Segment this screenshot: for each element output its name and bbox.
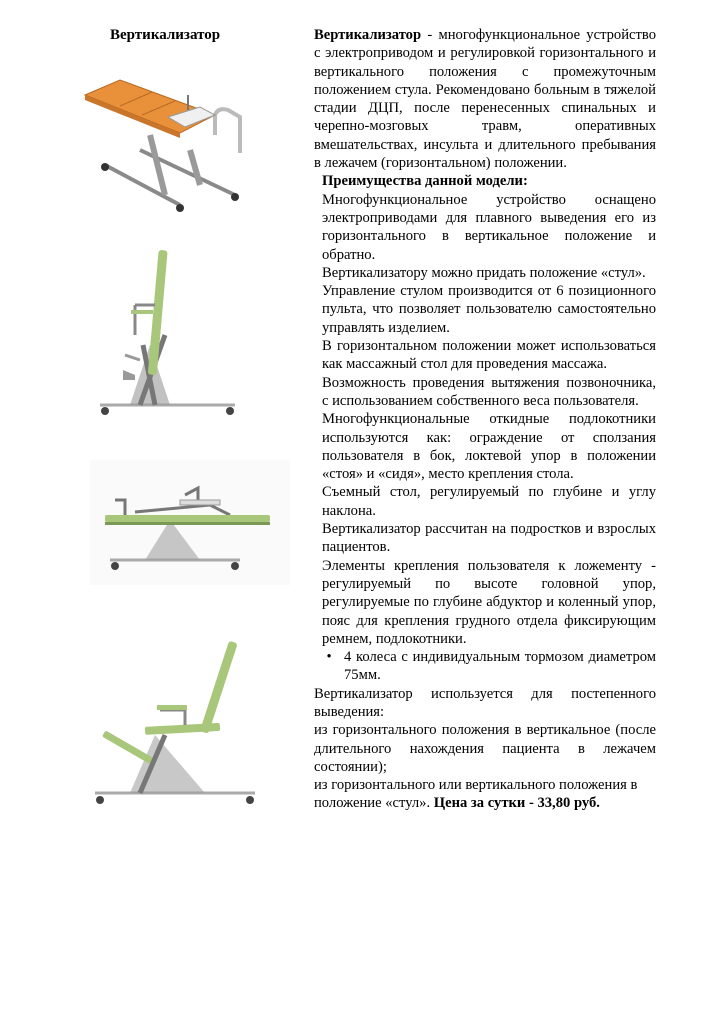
description-column [314, 26, 656, 813]
advantage-item: Съемный стол, регулируемый по глубине и углу наклона. [322, 484, 656, 519]
left-title: Вертикализатор [110, 27, 221, 43]
advantage-item: Управление стулом производится от 6 позиционного пульта, что позволяет пользователю самостоятельно управлять изделием. [322, 283, 656, 336]
advantage-item: Вертикализатор рассчитан на подростков и взрослых пациентов. [322, 521, 656, 556]
advantage-item: Элементы крепления пользователя к ложементу - регулируемый по высоте головной упор, регулируемые по глубине абдуктор и коленный упор, пояс для крепления грудного отдела фиксирующим ремнем, подлокотники. [322, 557, 656, 647]
advantage-item: Многофункциональные откидные подлокотники используются как: ограждение от сползания пользователя в бок, локтевой упор в положении «стоя» и «сидя», место крепления стола. [322, 411, 656, 483]
usage-item-1: из горизонтального положения в вертикальное (после длительного нахождения пациента в лежачем состоянии); [314, 722, 656, 775]
bullet-text: 4 колеса с индивидуальным тормозом диаметром 75мм. [344, 649, 656, 684]
advantage-item: В горизонтальном положении может использоваться как массажный стол для проведения массажа. [322, 338, 656, 373]
product-image-vertical-green [95, 235, 245, 420]
bullet-dot-icon: • [326, 649, 332, 666]
advantage-item: Вертикализатору можно придать положение «стул». [322, 264, 646, 281]
intro-term: Вертикализатор [314, 27, 422, 43]
intro-dash: - [427, 27, 433, 43]
intro-text: многофункциональное устройство с электроприводом и регулировкой горизонтального и вертикального положения с промежуточным положением стула. Рекомендовано больным в тяжелой стадии ДЦП, после перенесенных спинальных и черепно-мозговых травм, оперативных вмешательствах, инсульта и длительного пребывания в лежачем (горизонтальном) положении. [314, 27, 656, 172]
product-image-horizontal-green [90, 460, 290, 585]
usage-item-2-text: из горизонтального или вертикального положения в положение «стул». [314, 777, 638, 812]
bullet-item [314, 648, 656, 685]
usage-item-2 [314, 776, 656, 813]
product-image-horizontal-orange [80, 55, 270, 220]
usage-intro: Вертикализатор используется для постепенного выведения: [314, 685, 656, 720]
price-text: Цена за сутки - 33,80 руб. [433, 795, 600, 812]
advantages-heading: Преимущества данной модели: [322, 173, 528, 190]
advantage-item: Многофункциональное устройство оснащено электроприводами для плавного выведения его из горизонтального в вертикальное положение и обратно. [322, 191, 656, 263]
intro-paragraph [314, 26, 656, 172]
product-image-chair-position [85, 625, 270, 815]
advantage-item: Возможность проведения вытяжения позвоночника, с использованием собственного веса пользователя. [322, 374, 656, 409]
